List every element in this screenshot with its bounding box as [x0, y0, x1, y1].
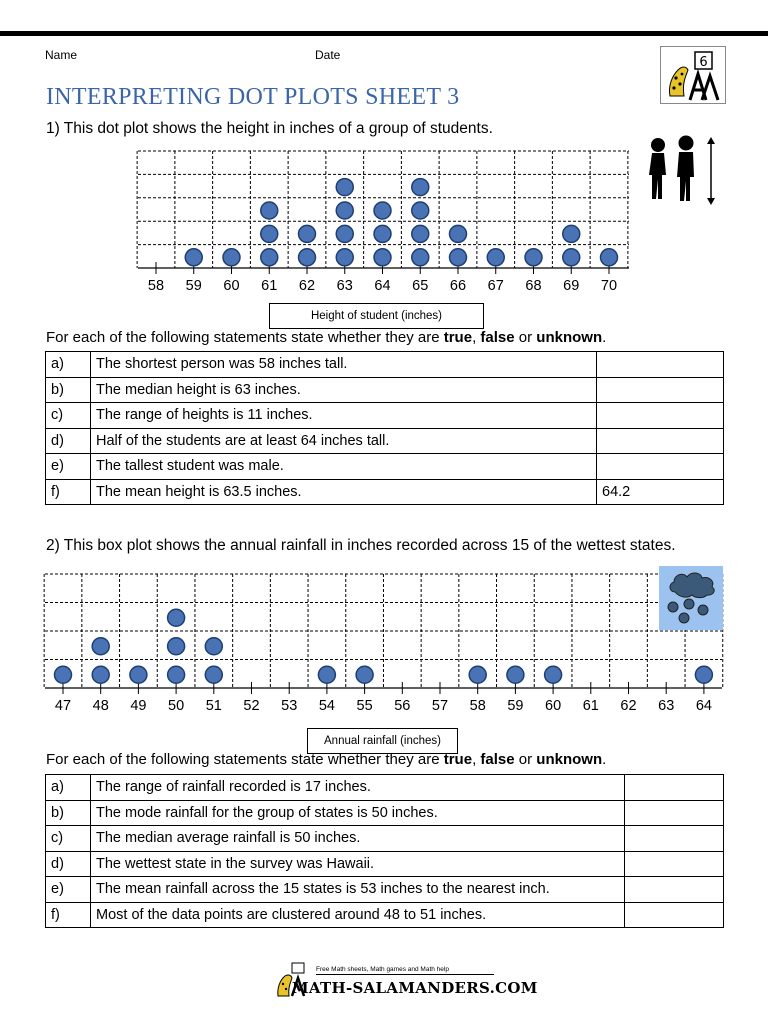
- x-tick-label: 62: [298, 278, 316, 294]
- x-tick-label: 63: [336, 278, 353, 294]
- q1-question: 1) This dot plot shows the height in inches of a group of students.: [46, 120, 493, 137]
- data-dot: [487, 249, 504, 266]
- data-dot: [356, 666, 373, 683]
- answer-cell[interactable]: [597, 377, 724, 403]
- data-dot: [563, 249, 580, 266]
- statement-label: f): [46, 479, 91, 505]
- data-dot: [545, 666, 562, 683]
- data-dot: [299, 249, 316, 266]
- statement-label: b): [46, 377, 91, 403]
- data-dot: [374, 202, 391, 219]
- statement-text: The mean height is 63.5 inches.: [91, 479, 597, 505]
- data-dot: [336, 225, 353, 242]
- q2-statements-table: [45, 774, 724, 928]
- data-dot: [130, 666, 147, 683]
- answer-cell[interactable]: [597, 403, 724, 429]
- data-dot: [318, 666, 335, 683]
- data-dot: [299, 225, 316, 242]
- data-dot: [223, 249, 240, 266]
- data-dot: [374, 249, 391, 266]
- x-tick-label: 51: [205, 698, 222, 714]
- x-tick-label: 58: [469, 698, 486, 714]
- data-dot: [450, 249, 467, 266]
- x-tick-label: 68: [525, 278, 542, 294]
- date-label: Date: [315, 48, 341, 62]
- data-dot: [92, 666, 109, 683]
- x-tick-label: 69: [563, 278, 580, 294]
- data-dot: [55, 666, 72, 683]
- answer-cell[interactable]: [625, 902, 724, 928]
- logo-grade: 6: [699, 55, 708, 70]
- statement-row: [46, 352, 724, 378]
- statement-row: [46, 479, 724, 505]
- rainfall-dot-plot: [0, 565, 768, 725]
- x-tick-label: 53: [281, 698, 298, 714]
- data-dot: [261, 202, 278, 219]
- data-dot: [601, 249, 618, 266]
- data-dot: [261, 225, 278, 242]
- x-tick-label: 59: [507, 698, 524, 714]
- data-dot: [336, 179, 353, 196]
- data-dot: [412, 249, 429, 266]
- statement-text: The range of heights is 11 inches.: [91, 403, 597, 429]
- x-tick-label: 67: [487, 278, 504, 294]
- footer: [274, 960, 538, 1000]
- answer-cell[interactable]: [625, 800, 724, 826]
- q1-axis-caption: Height of student (inches): [269, 303, 484, 329]
- statement-row: [46, 851, 724, 877]
- data-dot: [695, 666, 712, 683]
- x-tick-label: 65: [412, 278, 429, 294]
- footer-rule: [316, 974, 494, 975]
- x-tick-label: 54: [318, 698, 335, 714]
- statement-text: Half of the students are at least 64 inches tall.: [91, 428, 597, 454]
- data-dot: [168, 609, 185, 626]
- data-dot: [185, 249, 202, 266]
- statement-label: a): [46, 775, 91, 801]
- statement-row: [46, 403, 724, 429]
- salamander-logo-icon: [660, 46, 726, 104]
- statement-label: d): [46, 428, 91, 454]
- footer-tagline: Free Math sheets, Math games and Math help: [316, 966, 449, 973]
- statement-label: c): [46, 826, 91, 852]
- x-tick-label: 58: [147, 278, 165, 294]
- answer-cell[interactable]: 64.2: [597, 479, 724, 505]
- x-tick-label: 66: [449, 278, 467, 294]
- page-title: INTERPRETING DOT PLOTS SHEET 3: [46, 84, 460, 110]
- statement-label: a): [46, 352, 91, 378]
- data-dot: [507, 666, 524, 683]
- data-dot: [412, 225, 429, 242]
- data-dot: [412, 179, 429, 196]
- data-dot: [336, 249, 353, 266]
- x-tick-label: 63: [658, 698, 675, 714]
- statement-text: The range of rainfall recorded is 17 inches.: [91, 775, 625, 801]
- statement-text: The mode rainfall for the group of states is 50 inches.: [91, 800, 625, 826]
- x-tick-label: 61: [582, 698, 599, 714]
- statement-row: [46, 826, 724, 852]
- data-dot: [205, 638, 222, 655]
- statement-text: The tallest student was male.: [91, 454, 597, 480]
- statement-row: [46, 377, 724, 403]
- answer-cell[interactable]: [625, 877, 724, 903]
- statement-text: The wettest state in the survey was Hawaii.: [91, 851, 625, 877]
- answer-cell[interactable]: [625, 826, 724, 852]
- x-tick-label: 70: [600, 278, 618, 294]
- q2-axis-caption: Annual rainfall (inches): [307, 728, 458, 754]
- statement-row: [46, 877, 724, 903]
- q2-question: 2) This box plot shows the annual rainfall in inches recorded across 15 of the wettest states.: [46, 537, 676, 554]
- data-dot: [450, 225, 467, 242]
- x-tick-label: 56: [394, 698, 411, 714]
- x-tick-label: 52: [243, 698, 260, 714]
- statement-label: e): [46, 877, 91, 903]
- x-tick-label: 57: [431, 698, 449, 714]
- answer-cell[interactable]: [597, 428, 724, 454]
- data-dot: [168, 666, 185, 683]
- x-tick-label: 48: [92, 698, 109, 714]
- statement-text: The mean rainfall across the 15 states is 53 inches to the nearest inch.: [91, 877, 625, 903]
- x-tick-label: 64: [695, 698, 712, 714]
- statement-row: [46, 775, 724, 801]
- statement-text: Most of the data points are clustered around 48 to 51 inches.: [91, 902, 625, 928]
- x-tick-label: 64: [374, 278, 391, 294]
- q2-instructions: For each of the following statements state whether they are true, false or unknown.: [46, 751, 607, 768]
- x-tick-label: 47: [54, 698, 72, 714]
- q1-instructions: For each of the following statements state whether they are true, false or unknown.: [46, 329, 607, 346]
- answer-cell[interactable]: [597, 352, 724, 378]
- statement-label: f): [46, 902, 91, 928]
- x-tick-label: 59: [185, 278, 202, 294]
- data-dot: [412, 202, 429, 219]
- x-tick-label: 60: [223, 278, 240, 294]
- statement-label: e): [46, 454, 91, 480]
- footer-site-name: MATH-SALAMANDERS.COM: [292, 979, 538, 997]
- answer-cell[interactable]: [597, 454, 724, 480]
- q1-statements-table: [45, 351, 724, 505]
- answer-cell[interactable]: [625, 851, 724, 877]
- x-tick-label: 61: [261, 278, 278, 294]
- answer-cell[interactable]: [625, 775, 724, 801]
- x-tick-label: 60: [545, 698, 562, 714]
- statement-row: [46, 902, 724, 928]
- rain-cloud-icon: [659, 566, 723, 630]
- statement-row: [46, 428, 724, 454]
- data-dot: [374, 225, 391, 242]
- statement-text: The shortest person was 58 inches tall.: [91, 352, 597, 378]
- data-dot: [563, 225, 580, 242]
- data-dot: [336, 202, 353, 219]
- data-dot: [92, 638, 109, 655]
- top-rule: [0, 31, 768, 36]
- name-label: Name: [45, 48, 78, 62]
- statement-row: [46, 800, 724, 826]
- statement-label: b): [46, 800, 91, 826]
- data-dot: [168, 638, 185, 655]
- statement-label: d): [46, 851, 91, 877]
- statement-text: The median average rainfall is 50 inches.: [91, 826, 625, 852]
- data-dot: [525, 249, 542, 266]
- data-dot: [261, 249, 278, 266]
- statement-label: c): [46, 403, 91, 429]
- data-dot: [205, 666, 222, 683]
- x-tick-label: 49: [130, 698, 147, 714]
- x-tick-label: 62: [620, 698, 637, 714]
- x-tick-label: 50: [168, 698, 185, 714]
- students-silhouette-icon: [644, 133, 720, 209]
- x-tick-label: 55: [356, 698, 373, 714]
- data-dot: [469, 666, 486, 683]
- statement-text: The median height is 63 inches.: [91, 377, 597, 403]
- statement-row: [46, 454, 724, 480]
